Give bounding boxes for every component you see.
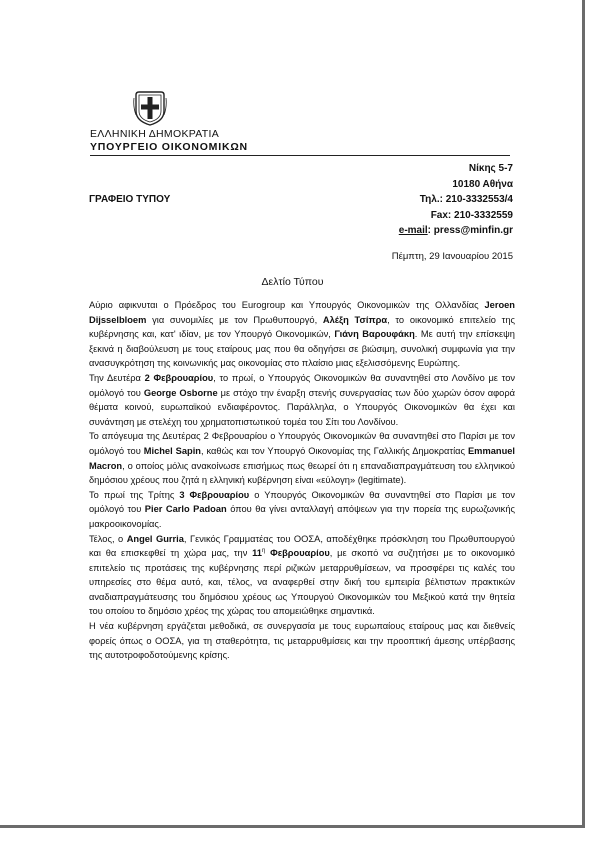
- street-line: Νίκης 5-7: [468, 163, 513, 174]
- contact-address: [399, 161, 513, 239]
- ministry-header: [90, 128, 510, 156]
- phone-line: Τηλ.: 210-3332553/4: [419, 194, 513, 205]
- press-release-body: [89, 298, 515, 663]
- coat-of-arms-icon: [133, 89, 167, 127]
- press-office-label: ΓΡΑΦΕΙΟ ΤΥΠΟΥ: [89, 194, 171, 205]
- email-label: e-mail: [398, 225, 428, 236]
- city-line: 10180 Αθήνα: [452, 178, 513, 190]
- email-line: [399, 223, 513, 239]
- country-name: ΕΛΛΗΝΙΚΗ ΔΗΜΟΚΡΑΤΙΑ: [90, 128, 220, 140]
- paragraph: Το απόγευμα της Δευτέρας 2 Φεβρουαρίου ο Υπουργός Οικονομικών θα συναντηθεί στο Παρίσι με τον ομόλογό του Michel Sapin, καθώς και τον Υπουργό Οικονομίας της Γαλλικής Δημοκρατίας Emmanuel Macron, ο οποίος μόλις ανακοίνωσε επισήμως πως θεωρεί ότι η επαναδιαπραγμάτευση του ελληνικού δημόσιου χρέους που ζητά η ελληνική κυβέρνηση είναι «εύλογη» (legitimate).: [89, 431, 515, 486]
- paragraph: Το πρωί της Τρίτης 3 Φεβρουαρίου ο Υπουργός Οικονομικών θα συναντηθεί στο Παρίσι με τον ομόλογό του Pier Carlo Padoan όπου θα γίνει ανταλλαγή απόψεων για την πορεία της ευρωζωνικής μακροοικονομίας.: [89, 489, 515, 529]
- paragraph: Η νέα κυβέρνηση εργάζεται μεθοδικά, σε συνεργασία με τους ευρωπαίους εταίρους μας και διεθνείς φορείς όπως ο ΟΟΣΑ, για τη σταθερότητα, τις μεταρρυθμίσεις και την προοπτική άμεσης υπέρβασης της αυτοτροφοδοτούμενης κρίσης.: [89, 621, 515, 661]
- paragraph: Τέλος, ο Angel Gurria, Γενικός Γραμματέας του ΟΟΣΑ, αποδέχθηκε πρόσκληση του Πρωθυπουργού και θα επισκεφθεί τη χώρα μας, την $11^\eta$ Φεβρουαρίου, με σκοπό να συζητήσει με το οικονομικό επιτελείο τις προτάσεις της κυβέρνησης περί ριζικών μεταρρυθμίσεων, να προσφέρει τις καλές του υπηρεσίες στο θέμα αυτό, και, τέλος, να αναφερθεί στην δική του εμπειρία βέλτιστων πρακτικών αναδιαπραγμάτευσης του δημόσιου χρέους ως Υπουργού Οικονομικών του Μεξικού κατά την θητεία του οποίου το δημόσιο χρέος της χώρας του απομειώθηκε σημαντικά.: [89, 533, 516, 617]
- email-value[interactable]: : press@minfin.gr: [427, 225, 513, 236]
- fax-line: Fax: 210-3332559: [430, 209, 513, 221]
- paragraph: Την Δευτέρα 2 Φεβρουαρίου, το πρωί, ο Υπουργός Οικονομικών θα συναντηθεί στο Λονδίνο με τον ομόλογό του George Osborne με στόχο την έναρξη στενής συνεργασίας των δύο χωρών όσον αφορά θέματα κοινού, ευρωπαϊκού ενδιαφέροντος. Παράλληλα, ο Υπουργός Οικονομικών θα έχει και συνάντηση με στελέχη του χρηματοπιστωτικού τομέα του Σίτι του Λονδίνου.: [89, 372, 516, 427]
- release-date: Πέμπτη, 29 Ιανουαρίου 2015: [391, 251, 513, 262]
- document-title: Δελτίο Τύπου: [261, 276, 324, 288]
- paragraph: Αύριο αφικνυται ο Πρόεδρος του Eurogroup και Υπουργός Οικονομικών της Ολλανδίας Jeroen Dijsselbloem για συνομιλίες με τον Πρωθυπουργό, Αλέξη Τσίπρα, το οικονομικό επιτελείο της κυβέρνησης και, κατ' ιδίαν, με τον Υπουργό Οικονομικών, Γιάνη Βαρουφάκη. Με αυτή την επίσκεψη ξεκινά η διαβούλευση με τους εταίρους μας που θα οδηγήσει σε βιώσιμη, συνολική συμφωνία για την ανασυγκρότηση της κοινωνικής μας οικονομίας στο πλαίσιο μιας εξελισσόμενης Ευρώπης.: [89, 300, 516, 369]
- ministry-name: ΥΠΟΥΡΓΕΙΟ ΟΙΚΟΝΟΜΙΚΩΝ: [90, 141, 510, 156]
